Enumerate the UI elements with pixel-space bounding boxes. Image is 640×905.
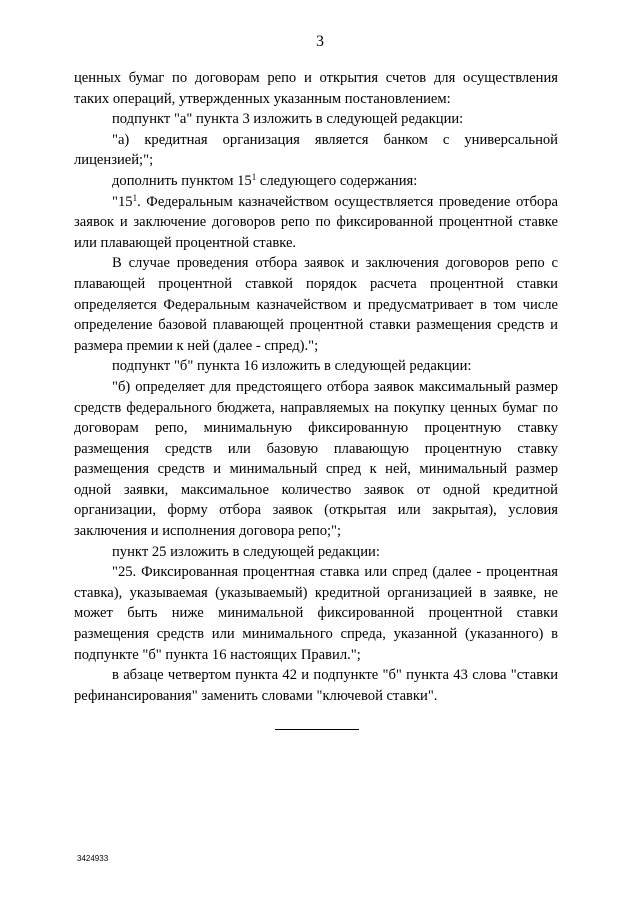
paragraph-clause-25: "25. Фиксированная процентная ставка или спред (далее - процентная ставка), указываемая (указываемый) кредитной организацией в заявке, не может быть ниже минимальной фиксированной процентной ставки размещения средств или минимального спреда, указанной (указанного) в подпункте "б" пункта 16 настоящих Правил.";	[74, 564, 558, 663]
paragraph-amend-16b: подпункт "б" пункта 16 изложить в следующей редакции:	[112, 358, 472, 375]
paragraph-add-15-1-post: следующего содержания:	[256, 172, 418, 189]
superscript: 1	[132, 192, 138, 203]
paragraph-add-15-1-pre: дополнить пунктом 15	[112, 172, 252, 189]
paragraph-amend-25: пункт 25 изложить в следующей редакции:	[112, 543, 380, 560]
paragraph-clause-a: "а) кредитная организация является банком с универсальной лицензией;";	[74, 131, 558, 169]
paragraph-clause-15-1	[74, 192, 558, 254]
paragraph-clause-b: "б) определяет для предстоящего отбора заявок максимальный размер средств федерального бюджета, направляемых на покупку ценных бумаг по договорам репо, минимальную фиксированную процентную ставку размещения средств или базовую плавающую процентную ставку размещения средств и минимальный спред к ней, минимальный размер одной заявки, максимальное количество заявок от одной кредитной организации, форму отбора заявок (открытая или закрытая), условия заключения и исполнения договора репо;";	[74, 378, 558, 540]
paragraph-add-15-1	[74, 171, 558, 192]
superscript: 1	[251, 171, 257, 182]
document-body	[74, 68, 558, 706]
document-id: 3424933	[77, 854, 109, 863]
paragraph-floating-rate: В случае проведения отбора заявок и заключения договоров репо с плавающей процентной ставкой порядок расчета процентной ставки определяется Федеральным казначейством и предусматривает в том числе определение базовой плавающей процентной ставки размещения средств и размера премии к ней (далее - спред).";	[74, 255, 558, 354]
paragraph-amend-42-43: в абзаце четвертом пункта 42 и подпункте "б" пункта 43 слова "ставки рефинансирования" заменить словами "ключевой ставки".	[74, 667, 558, 704]
paragraph-continuation: ценных бумаг по договорам репо и открытия счетов для осуществления таких операций, утвержденных указанным постановлением:	[74, 70, 558, 107]
paragraph-amend-3a: подпункт "а" пункта 3 изложить в следующей редакции:	[112, 111, 464, 128]
end-separator-line	[275, 729, 359, 730]
page-number: 3	[316, 33, 324, 50]
paragraph-clause-15-1-post: . Федеральным казначейством осуществляется проведение отбора заявок и заключение договоров репо по фиксированной процентной ставке или плавающей процентной ставке.	[74, 193, 558, 251]
paragraph-clause-15-1-pre: "15	[112, 193, 133, 210]
